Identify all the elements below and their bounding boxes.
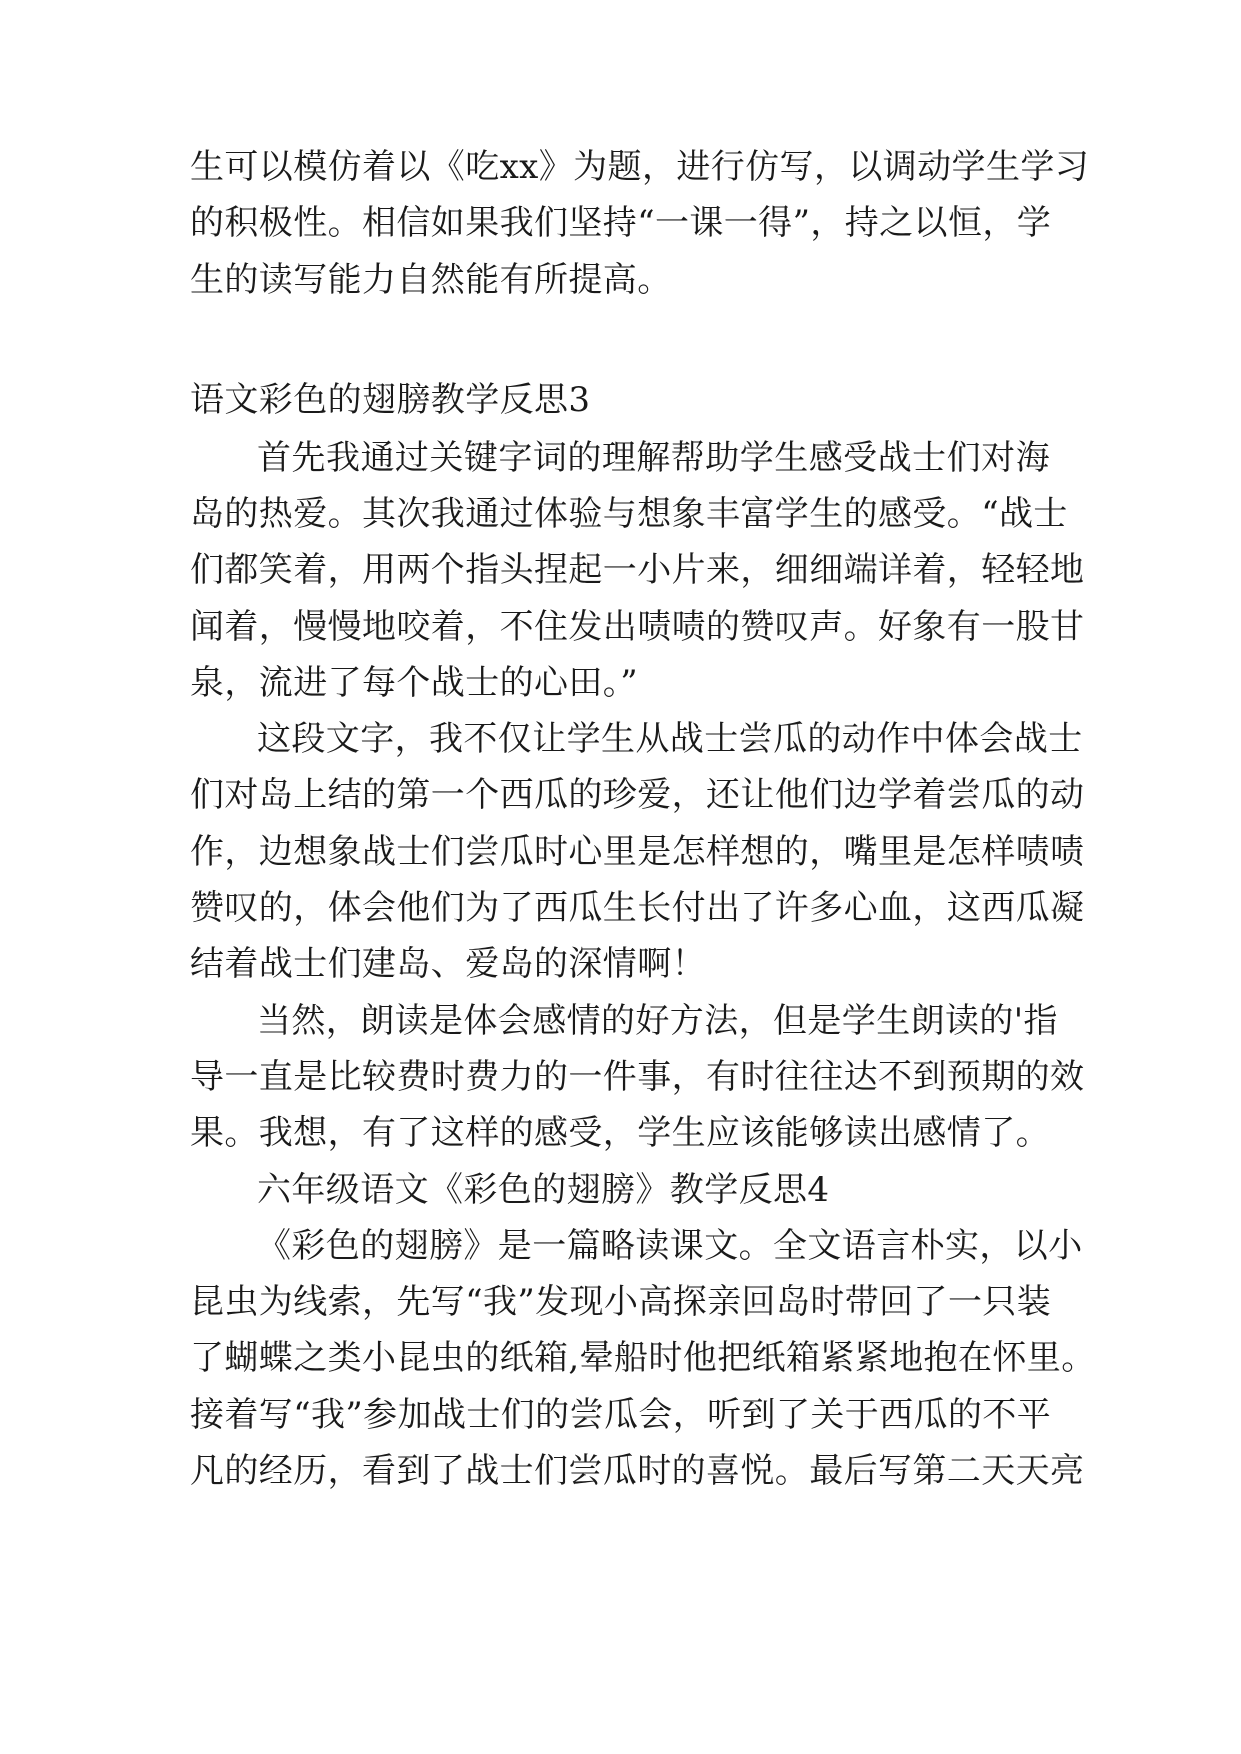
section-heading: 六年级语文《彩色的翅膀》教学反思4 (257, 1170, 830, 1210)
paragraph-line: 赞叹的，体会他们为了西瓜生长付出了许多心血，这西瓜凝 (190, 888, 1085, 928)
paragraph-line: 导一直是比较费时费力的一件事，有时往往达不到预期的效 (190, 1057, 1085, 1097)
paragraph-line: 了蝴蝶之类小昆虫的纸箱,晕船时他把纸箱紧紧地抱在怀里。 (190, 1338, 1096, 1378)
paragraph-line: 接着写“我”参加战士们的尝瓜会，听到了关于西瓜的不平 (190, 1395, 1052, 1435)
paragraph-line: 果。我想，有了这样的感受，学生应该能够读出感情了。 (190, 1113, 1050, 1153)
paragraph-line: 闻着，慢慢地咬着，不住发出啧啧的赞叹声。好象有一股甘 (190, 607, 1085, 647)
paragraph-line: 当然，朗读是体会感情的好方法，但是学生朗读的'指 (257, 1001, 1058, 1041)
paragraph-line: 们都笑着，用两个指头捏起一小片来，细细端详着，轻轻地 (190, 550, 1085, 590)
paragraph-line: 岛的热爱。其次我通过体验与想象丰富学生的感受。“战士 (190, 494, 1068, 534)
paragraph-line: 泉，流进了每个战士的心田。” (190, 663, 638, 703)
paragraph-line: 生可以模仿着以《吃xx》为题，进行仿写，以调动学生学习 (190, 147, 1090, 187)
paragraph-line: 作，边想象战士们尝瓜时心里是怎样想的，嘴里是怎样啧啧 (190, 832, 1085, 872)
paragraph-line: 结着战士们建岛、爱岛的深情啊！ (190, 944, 706, 984)
paragraph-line: 的积极性。相信如果我们坚持“一课一得”，持之以恒，学 (190, 203, 1052, 243)
paragraph-line: 这段文字，我不仅让学生从战士尝瓜的动作中体会战士 (257, 719, 1083, 759)
paragraph-line: 们对岛上结的第一个西瓜的珍爱，还让他们边学着尝瓜的动 (190, 775, 1085, 815)
paragraph-line: 昆虫为线索，先写“我”发现小高探亲回岛时带回了一只装 (190, 1282, 1052, 1322)
paragraph-line: 《彩色的翅膀》是一篇略读课文。全文语言朴实，以小 (257, 1226, 1083, 1266)
paragraph-line: 首先我通过关键字词的理解帮助学生感受战士们对海 (257, 438, 1050, 478)
paragraph-line: 凡的经历，看到了战士们尝瓜时的喜悦。最后写第二天天亮 (190, 1451, 1085, 1491)
section-heading: 语文彩色的翅膀教学反思3 (190, 380, 591, 420)
paragraph-line: 生的读写能力自然能有所提高。 (190, 260, 672, 300)
